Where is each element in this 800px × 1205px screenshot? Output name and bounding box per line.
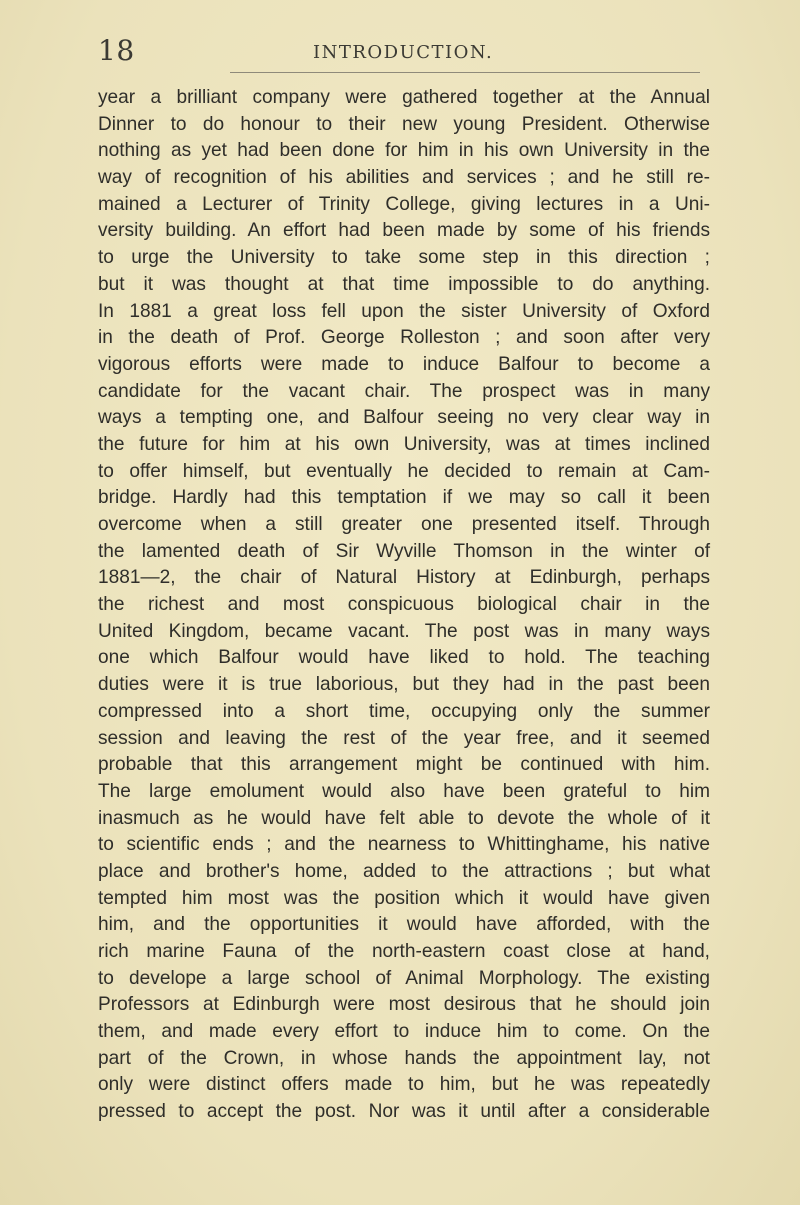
text-line: but it was thought at that time impossible to do anything.: [98, 273, 710, 295]
text-line: vigorous efforts were made to induce Balfour to become a: [98, 353, 710, 375]
text-line: to scientific ends ; and the nearness to Whittinghame, his native: [98, 834, 710, 856]
text-line: the lamented death of Sir Wyville Thomson in the winter of: [98, 540, 710, 562]
text-line: 1881—2, the chair of Natural History at Edinburgh, perhaps: [98, 567, 710, 589]
text-line: The large emolument would also have been grateful to him: [98, 780, 710, 802]
text-line: to urge the University to take some step in this direction ;: [98, 247, 710, 269]
text-line: bridge. Hardly had this temptation if we may so call it been: [98, 487, 710, 509]
text-line: ways a tempting one, and Balfour seeing no very clear way in: [98, 407, 710, 429]
text-line: probable that this arrangement might be continued with him.: [98, 754, 710, 776]
text-line: Professors at Edinburgh were most desirous that he should join: [98, 994, 710, 1016]
text-line: compressed into a short time, occupying only the summer: [98, 700, 710, 722]
text-line: to offer himself, but eventually he decided to remain at Cam-: [98, 460, 710, 482]
text-line: way of recognition of his abilities and services ; and he still re-: [98, 167, 710, 189]
text-line: candidate for the vacant chair. The prospect was in many: [98, 380, 710, 402]
running-head: INTRODUCTION.: [313, 42, 494, 63]
text-line: in the death of Prof. George Rolleston ; and soon after very: [98, 327, 710, 349]
text-line: mained a Lecturer of Trinity College, giving lectures in a Uni-: [98, 193, 710, 215]
text-line: inasmuch as he would have felt able to devote the whole of it: [98, 807, 710, 829]
body-text: [98, 85, 710, 1126]
text-line: him, and the opportunities it would have afforded, with the: [98, 914, 710, 936]
text-line: overcome when a still greater one presented itself. Through: [98, 514, 710, 535]
text-line: year a brilliant company were gathered together at the Annual: [98, 87, 710, 108]
text-line: session and leaving the rest of the year free, and it seemed: [98, 727, 710, 749]
text-line: pressed to accept the post. Nor was it until after a considerable: [98, 1101, 710, 1123]
text-line: Dinner to do honour to their new young President. Otherwise: [98, 113, 710, 135]
page-header: [0, 34, 800, 70]
text-line: the future for him at his own University, was at times inclined: [98, 433, 710, 455]
header-rule: [230, 72, 700, 73]
text-line: to develope a large school of Animal Morphology. The existing: [98, 967, 710, 989]
text-line: nothing as yet had been done for him in his own University in the: [98, 140, 710, 162]
page-number: 18: [98, 34, 135, 67]
text-line: In 1881 a great loss fell upon the sister University of Oxford: [98, 300, 710, 322]
text-line: versity building. An effort had been made by some of his friends: [98, 220, 710, 242]
text-line: place and brother's home, added to the attractions ; but what: [98, 860, 710, 882]
text-line: United Kingdom, became vacant. The post was in many ways: [98, 620, 710, 642]
text-line: rich marine Fauna of the north-eastern coast close at hand,: [98, 941, 710, 962]
text-line: duties were it is true laborious, but they had in the past been: [98, 674, 710, 696]
text-line: part of the Crown, in whose hands the appointment lay, not: [98, 1047, 710, 1069]
text-line: them, and made every effort to induce him to come. On the: [98, 1021, 710, 1043]
text-line: the richest and most conspicuous biological chair in the: [98, 594, 710, 616]
text-line: only were distinct offers made to him, but he was repeatedly: [98, 1074, 710, 1096]
text-line: tempted him most was the position which it would have given: [98, 887, 710, 909]
text-line: one which Balfour would have liked to hold. The teaching: [98, 647, 710, 669]
